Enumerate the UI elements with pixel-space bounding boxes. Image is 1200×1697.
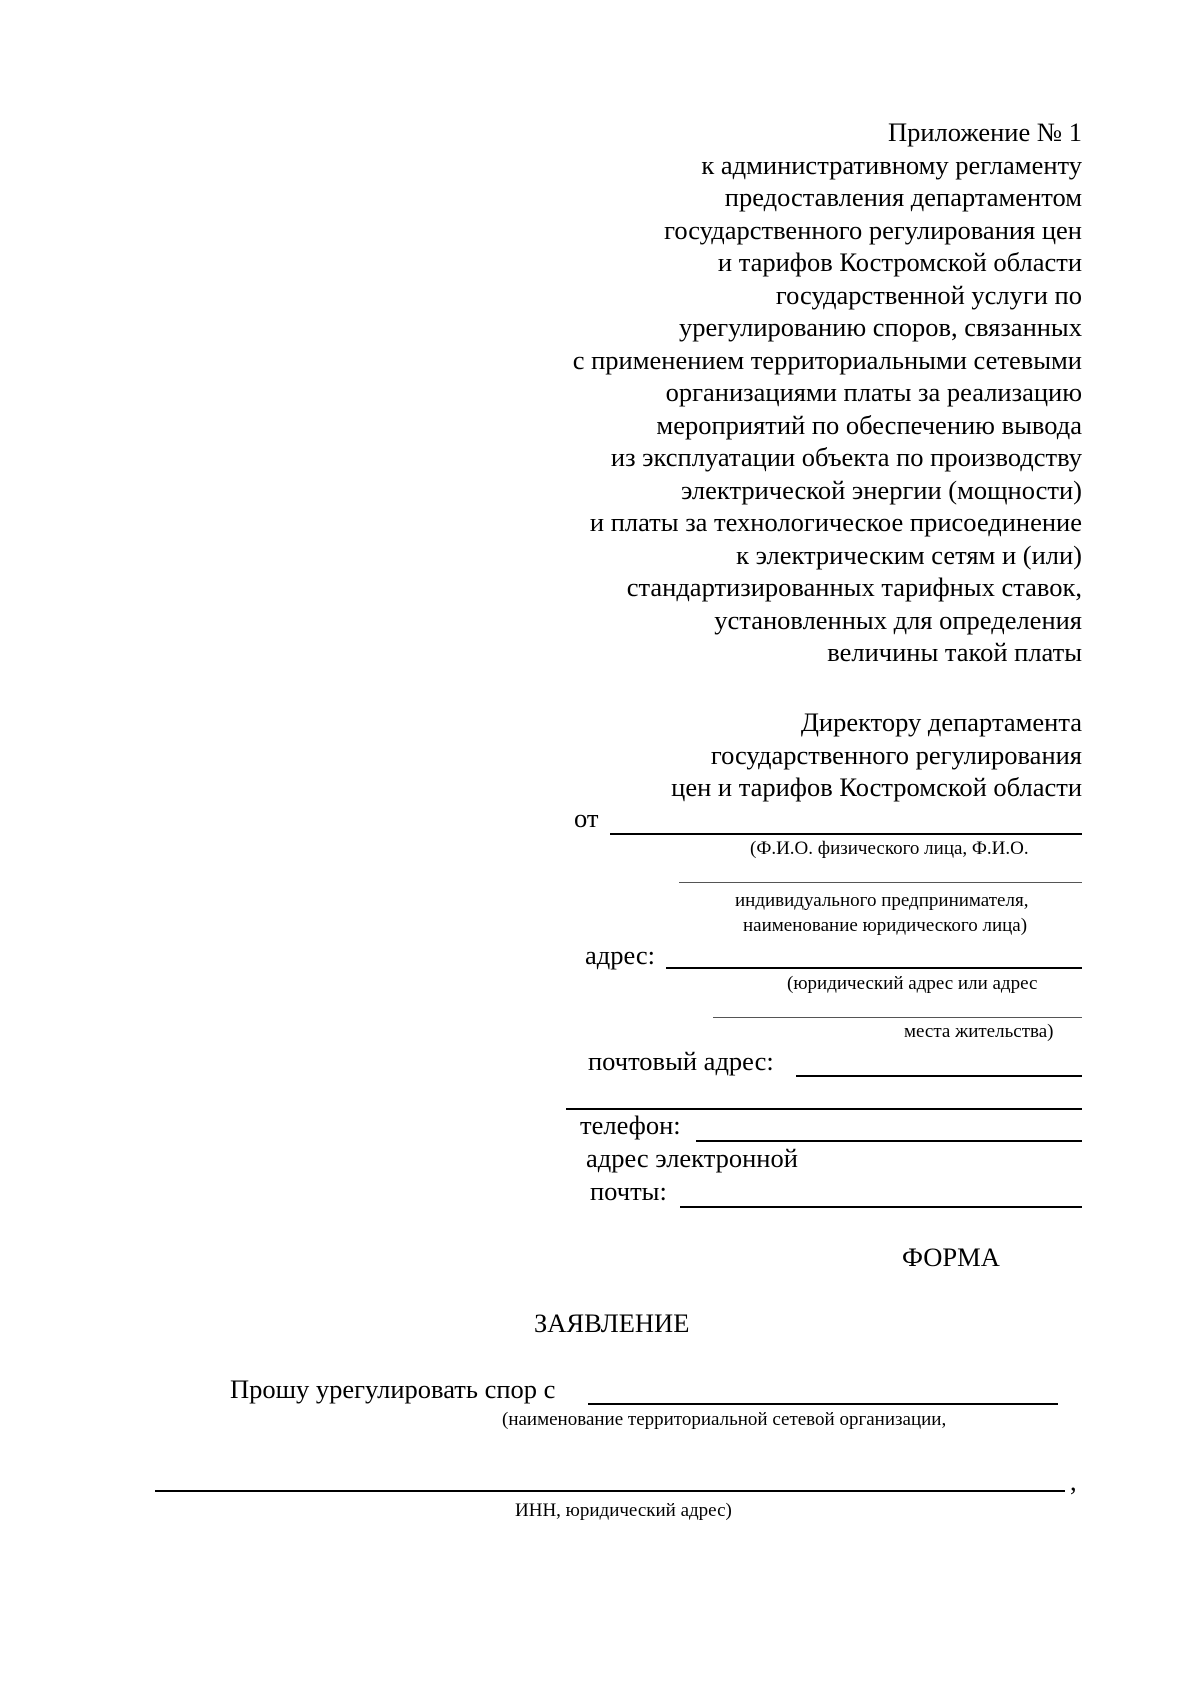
postal-label: почтовый адрес: — [588, 1046, 774, 1076]
appendix-line: мероприятий по обеспечению вывода — [656, 409, 1082, 440]
addressee-block — [560, 706, 1082, 804]
fio-input-line[interactable] — [610, 833, 1082, 835]
email-input-line[interactable] — [680, 1206, 1082, 1208]
appendix-line: установленных для определения — [714, 604, 1082, 635]
appendix-line: государственного регулирования цен — [664, 214, 1082, 245]
tso-input-line[interactable] — [588, 1403, 1058, 1405]
appendix-line: и тарифов Костромской области — [717, 247, 1082, 277]
appendix-header — [440, 116, 1082, 669]
email-label: адрес электронной — [586, 1143, 798, 1173]
address-input-line[interactable] — [666, 967, 1082, 969]
appendix-line: урегулированию споров, связанных — [678, 312, 1082, 342]
addressee-line: Директору департамента — [800, 707, 1082, 737]
tso-hint-2: ИНН, юридический адрес) — [515, 1500, 732, 1521]
appendix-line: величины такой платы — [827, 637, 1082, 667]
appendix-line: организациями платы за реализацию — [665, 377, 1082, 407]
appendix-line: стандартизированных тарифных ставок, — [626, 572, 1082, 602]
email-label-2: почты: — [590, 1176, 667, 1206]
address-hint-2: места жительства) — [904, 1021, 1054, 1042]
appendix-line: государственной услуги по — [775, 279, 1082, 310]
fio-input-line-2[interactable] — [679, 882, 1082, 883]
tso-hint: (наименование территориальной сетевой организации, — [502, 1409, 947, 1430]
appendix-line: к электрическим сетям и (или) — [736, 539, 1082, 570]
phone-label: телефон: — [580, 1110, 681, 1140]
appendix-line: из эксплуатации объекта по производству — [610, 442, 1082, 472]
phone-input-line[interactable] — [696, 1140, 1082, 1142]
form-label: ФОРМА — [902, 1242, 1000, 1272]
appendix-line: и платы за технологическое присоединение — [589, 507, 1082, 537]
from-label: от — [574, 803, 599, 833]
request-text: Прошу урегулировать спор с — [230, 1374, 556, 1404]
tso-input-line-2[interactable] — [155, 1490, 1065, 1492]
addressee-line: цен и тарифов Костромской области — [671, 772, 1082, 802]
address-label: адрес: — [585, 940, 656, 970]
statement-title: ЗАЯВЛЕНИЕ — [534, 1308, 690, 1338]
fio-hint-3: наименование юридического лица) — [743, 915, 1028, 936]
address-hint: (юридический адрес или адрес — [787, 973, 1038, 994]
fio-hint-2: индивидуального предпринимателя, — [735, 890, 1029, 911]
postal-input-line[interactable] — [796, 1075, 1082, 1077]
appendix-line: предоставления департаментом — [724, 182, 1082, 212]
appendix-line: Приложение № 1 — [887, 117, 1082, 147]
request-comma: , — [1070, 1466, 1077, 1496]
address-input-line-2[interactable] — [713, 1017, 1082, 1018]
appendix-line: с применением территориальными сетевыми — [572, 344, 1082, 375]
appendix-line: к административному регламенту — [701, 149, 1082, 180]
appendix-line: электрической энергии (мощности) — [681, 474, 1082, 505]
fio-hint: (Ф.И.О. физического лица, Ф.И.О. — [750, 838, 1029, 859]
addressee-line: государственного регулирования — [710, 739, 1082, 770]
